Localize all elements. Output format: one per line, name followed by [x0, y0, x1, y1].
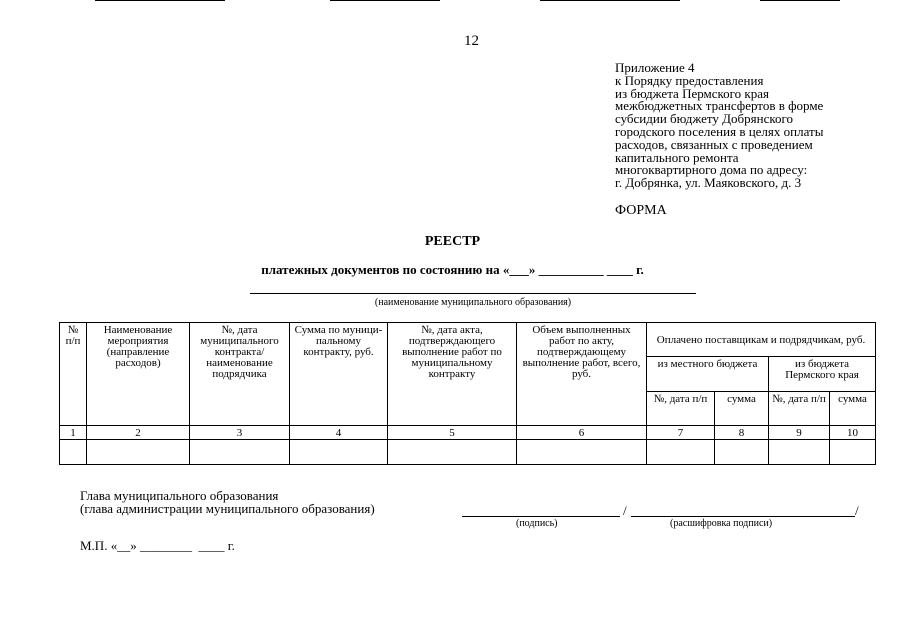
stamp-date-line: М.П. «__» ________ ____ г. — [80, 538, 235, 553]
table-cell — [647, 440, 715, 465]
appendix-block — [615, 62, 895, 190]
table-cell — [87, 440, 190, 465]
table-cell — [830, 440, 876, 465]
column-number-row — [60, 426, 876, 440]
signature-decode-caption: (расшифровка подписи) — [670, 518, 773, 529]
table-row — [60, 440, 876, 465]
municipality-name-line — [250, 293, 696, 294]
col-header-contract: №, дата муниципального контракта/ наименование подрядчика — [190, 323, 290, 426]
table-cell — [517, 440, 647, 465]
appendix-line: Приложение 4 — [615, 60, 695, 75]
appendix-line: из бюджета Пермского края — [615, 85, 770, 101]
column-number: 2 — [87, 426, 190, 440]
signature-separator: / — [623, 503, 627, 518]
column-number: 3 — [190, 426, 290, 440]
signer-title: Глава муниципального образования — [80, 488, 279, 503]
table-cell — [769, 440, 830, 465]
signature-caption: (подпись) — [516, 518, 558, 529]
col-header-regional-budget: из бюджета Пермского края — [769, 356, 876, 392]
table-cell — [388, 440, 517, 465]
page-number: 12 — [464, 33, 479, 49]
column-number: 9 — [769, 426, 830, 440]
column-number: 7 — [647, 426, 715, 440]
col-header-volume: Объем выполненных работ по акту, подтверждающему выполнение работ, всего, руб. — [517, 323, 647, 426]
column-number: 8 — [715, 426, 769, 440]
registry-table — [59, 322, 876, 465]
top-edge-line — [540, 0, 680, 1]
col-header-local-num-date: №, дата п/п — [647, 392, 715, 426]
document-subtitle: платежных документов по состоянию на «___» __________ ____ г. — [261, 262, 644, 277]
column-number: 10 — [830, 426, 876, 440]
signature-decode-line — [631, 516, 855, 517]
col-header-regional-num-date: №, дата п/п — [769, 392, 830, 426]
municipality-caption: (наименование муниципального образования) — [374, 297, 572, 308]
table-cell — [715, 440, 769, 465]
appendix-line: расходов, связанных с проведением — [615, 136, 813, 152]
top-edge-line — [760, 0, 840, 1]
column-number: 4 — [290, 426, 388, 440]
col-header-number: № п/п — [60, 323, 87, 426]
top-edge-line — [330, 0, 440, 1]
signature-line — [462, 516, 620, 517]
signer-block — [80, 489, 375, 515]
table-cell — [190, 440, 290, 465]
col-header-paid: Оплачено поставщикам и подрядчикам, руб. — [647, 323, 876, 357]
forma-label: ФОРМА — [615, 203, 667, 218]
col-header-local-budget: из местного бюджета — [647, 356, 769, 392]
appendix-line: межбюджетных трансфертов в форме — [615, 98, 824, 114]
signer-subtitle: (глава администрации муниципального образования) — [80, 501, 375, 516]
appendix-line: городского поселения в целях оплаты — [615, 123, 824, 139]
appendix-line: субсидии бюджету Добрянского — [615, 111, 794, 127]
col-header-act: №, дата акта, подтверждающего выполнение работ по муниципальному контракту — [388, 323, 517, 426]
col-header-regional-sum: сумма — [830, 392, 876, 426]
appendix-line: г. Добрянка, ул. Маяковского, д. 3 — [615, 175, 802, 191]
document-title: РЕЕСТР — [424, 234, 481, 249]
top-edge-line — [95, 0, 225, 1]
column-number: 5 — [388, 426, 517, 440]
col-header-activity: Наименование мероприятия (направление расходов) — [87, 323, 190, 426]
signature-separator: / — [855, 503, 859, 518]
table-cell — [290, 440, 388, 465]
appendix-line: многоквартирного дома по адресу: — [615, 162, 808, 178]
col-header-contract-sum: Сумма по муници-пальному контракту, руб. — [290, 323, 388, 426]
appendix-line: капитального ремонта — [615, 149, 739, 165]
col-header-local-sum: сумма — [715, 392, 769, 426]
table-cell — [60, 440, 87, 465]
appendix-line: к Порядку предоставления — [615, 72, 764, 88]
column-number: 6 — [517, 426, 647, 440]
column-number: 1 — [60, 426, 87, 440]
